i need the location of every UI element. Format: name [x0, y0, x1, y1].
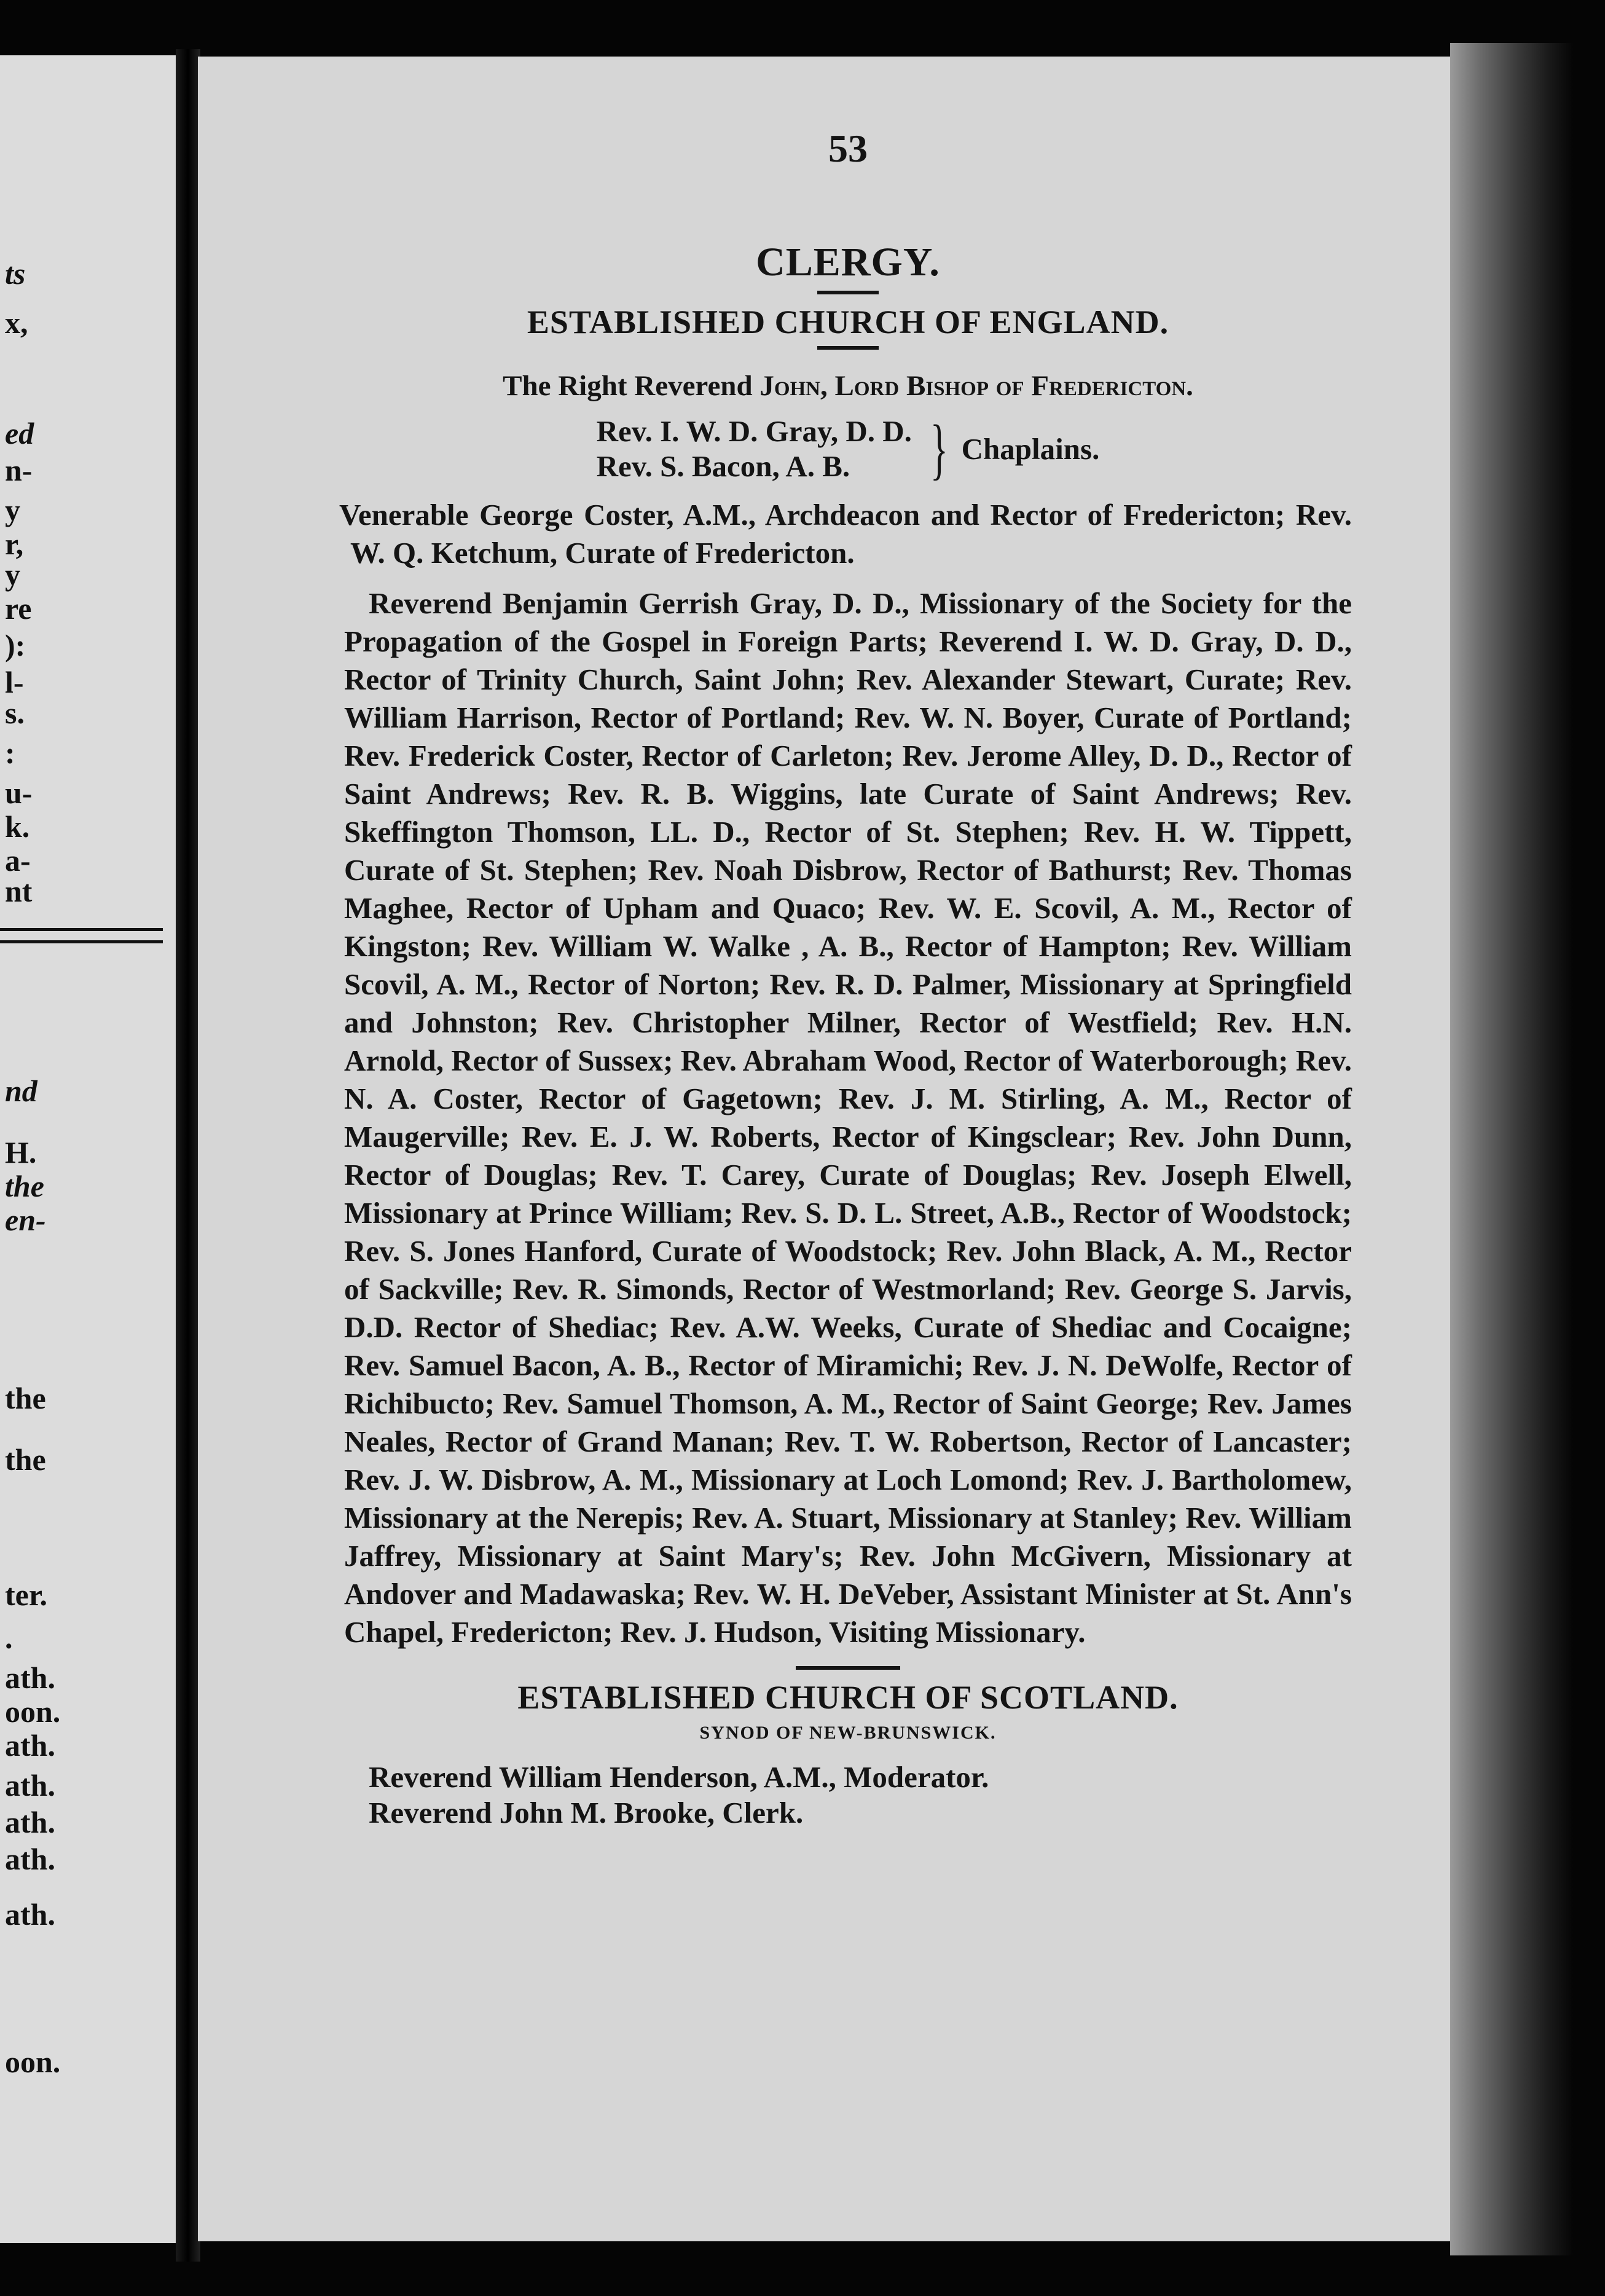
previous-page-rule — [0, 928, 163, 931]
previous-page-fragment: l- — [5, 665, 24, 699]
bishop-title: Lord Bishop of Fredericton. — [834, 370, 1193, 402]
previous-page-strip — [0, 55, 184, 2243]
bishop-line — [344, 369, 1352, 403]
section-title: CLERGY. — [756, 240, 940, 285]
previous-page-fragment: ath. — [5, 1728, 55, 1763]
previous-page-fragment: y — [5, 493, 20, 527]
previous-page-fragment: oon. — [5, 2045, 61, 2079]
book-page-edges — [1450, 43, 1573, 2255]
divider-rule — [796, 1666, 900, 1670]
previous-page-fragment: re — [5, 591, 32, 626]
previous-page-fragment: y — [5, 557, 20, 592]
divider-rule — [817, 291, 879, 294]
chaplains-block — [344, 411, 1352, 486]
previous-page-fragment: nt — [5, 874, 33, 908]
previous-page-fragment: the — [5, 1442, 46, 1477]
chaplains-label: Chaplains. — [961, 431, 1100, 466]
previous-page-fragment: s. — [5, 696, 25, 730]
church-of-scotland-heading: ESTABLISHED CHURCH OF SCOTLAND. — [517, 1679, 1179, 1716]
previous-page-fragment: . — [5, 1621, 13, 1655]
previous-page-fragment: r, — [5, 527, 24, 561]
previous-page-fragment: : — [5, 736, 15, 770]
previous-page-fragment: oon. — [5, 1694, 61, 1729]
previous-page-fragment: the — [5, 1169, 44, 1203]
previous-page-fragment: k. — [5, 809, 30, 844]
scotland-clergy — [344, 1759, 1352, 1831]
bishop-separator: , — [820, 370, 835, 402]
divider-rule — [817, 346, 879, 350]
chaplain-name: Rev. I. W. D. Gray, D. D. — [596, 414, 912, 448]
previous-page-fragment: x, — [5, 305, 28, 340]
previous-page-rule — [0, 940, 163, 943]
previous-page-fragment: ts — [5, 256, 26, 291]
bishop-name: John — [759, 370, 821, 402]
previous-page-fragment: ath. — [5, 1661, 55, 1695]
previous-page-fragment: ): — [5, 628, 26, 662]
previous-page-fragment: ath. — [5, 1768, 55, 1803]
scotland-clergy-line: Reverend John M. Brooke, Clerk. — [369, 1796, 804, 1830]
page-content — [339, 126, 1352, 1831]
synod-subheading: SYNOD OF NEW-BRUNSWICK. — [699, 1723, 997, 1743]
previous-page-fragment: ath. — [5, 1842, 55, 1876]
clergy-list-paragraph: Reverend Benjamin Gerrish Gray, D. D., Missionary of the Society for the Propagation of the Gospel in Foreign Parts; Reverend I. W. D. Gray, D. D., Rector of Trinity Church, Saint John; Rev. Alexander Stewart, Curate; Rev. William Harrison, Rector of Portland; Rev. W. N. Boyer, Curate of Portland; Rev. Frederick Coster, Rector of Carleton; Rev. Jerome Alley, D. D., Rector of Saint Andrews; Rev. R. B. Wiggins, late Curate of Saint Andrews; Rev. Skeffington Thomson, LL. D., Rector of St. Stephen; Rev. H. W. Tippett, Curate of St. Stephen; Rev. Noah Disbrow, Rector of Bathurst; Rev. Thomas Maghee, Rector of Upham and Quaco; Rev. W. E. Scovil, A. M., Rector of Kingston; Rev. William W. Walke , A. B., Rector of Hampton; Rev. William Scovil, A. M., Rector of Norton; Rev. R. D. Palmer, Missionary at Springfield and Johnston; Rev. Christopher Milner, Rector of Westfield; Rev. H.N. Arnold, Rector of Sussex; Rev. Abraham Wood, Rector of Waterborough; Rev. N. A. Coster, Rector of Gagetown; Rev. J. M. Stirling, A. M., Rector of Maugerville; Rev. E. J. W. Roberts, Rector of Kingsclear; Rev. John Dunn, Rector of Douglas; Rev. T. Carey, Curate of Douglas; Rev. Joseph Elwell, Missionary at Prince William; Rev. S. D. L. Street, A.B., Rector of Woodstock; Rev. S. Jones Hanford, Curate of Woodstock; Rev. John Black, A. M., Rector of Sackville; Rev. R. Simonds, Rector of Westmorland; Rev. George S. Jarvis, D.D. Rector of Shediac; Rev. A.W. Weeks, Curate of Shediac and Cocaigne; Rev. Samuel Bacon, A. B., Rector of Miramichi; Rev. J. N. DeWolfe, Rector of Richibucto; Rev. Samuel Thomson, A. M., Rector of Saint George; Rev. James Neales, Rector of Grand Manan; Rev. T. W. Robertson, Rector of Lancaster; Rev. J. W. Disbrow, A. M., Missionary at Loch Lomond; Rev. J. Bartholomew, Missionary at the Nerepis; Rev. A. Stuart, Missionary at Stanley; Rev. William Jaffrey, Missionary at Saint Mary's; Rev. John McGivern, Missionary at Andover and Madawaska; Rev. W. H. DeVeber, Assistant Minister at St. Ann's Chapel, Fredericton; Rev. J. Hudson, Visiting Missionary. — [344, 586, 1352, 1649]
bishop-prefix: The Right Reverend — [503, 370, 760, 402]
previous-page-fragment: H. — [5, 1135, 37, 1170]
previous-page-fragment: ed — [5, 416, 34, 450]
previous-page-fragment: nd — [5, 1074, 37, 1108]
previous-page-fragment: ath. — [5, 1805, 55, 1839]
brace-glyph: } — [930, 411, 948, 486]
previous-page-fragment: en- — [5, 1203, 46, 1237]
chaplain-name: Rev. S. Bacon, A. B. — [596, 449, 850, 483]
archdeacon-paragraph: Venerable George Coster, A.M., Archdeacon and Rector of Fredericton; Rev. W. Q. Ketchum, Curate of Fredericton. — [339, 498, 1352, 570]
previous-page-fragment: n- — [5, 453, 33, 487]
chaplain-names — [597, 414, 912, 484]
page-number: 53 — [828, 127, 868, 170]
church-of-england-heading: ESTABLISHED CHURCH OF ENGLAND. — [527, 304, 1169, 340]
scotland-clergy-line: Reverend William Henderson, A.M., Moderator. — [369, 1760, 989, 1794]
previous-page-fragment: ter. — [5, 1578, 47, 1612]
previous-page-fragment: a- — [5, 843, 31, 878]
book-gutter — [176, 49, 200, 2262]
previous-page-fragment: ath. — [5, 1897, 55, 1932]
previous-page-fragment: u- — [5, 776, 33, 810]
previous-page-fragment: the — [5, 1381, 46, 1415]
